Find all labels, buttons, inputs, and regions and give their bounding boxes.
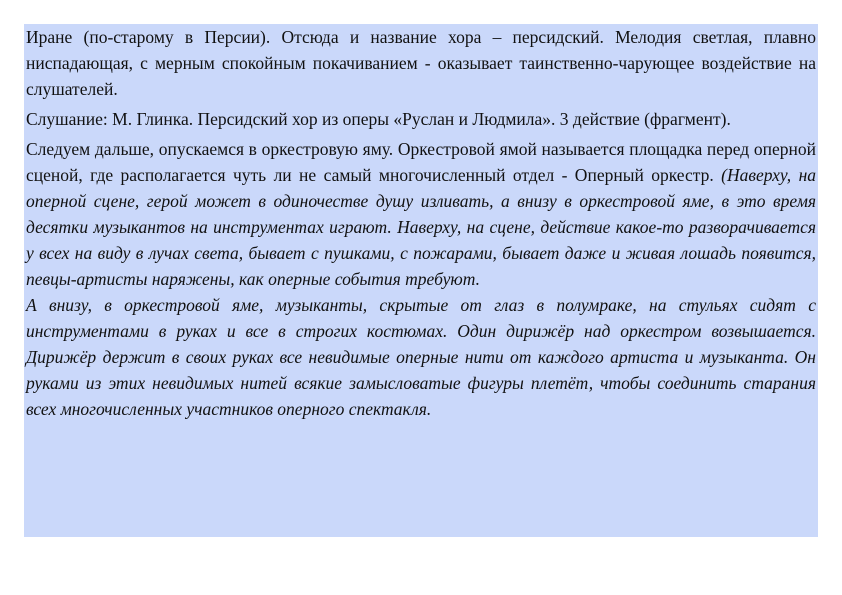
paragraph-persian-chorus-description: Иране (по-старому в Персии). Отсюда и название хора – персидский. Мелодия светлая, плавно ниспадающая, с мерным спокойным покачиванием - оказывает таинственно-чарующее воздействие на слушателей. [26, 27, 816, 99]
orchestra-pit-definition: Следуем дальше, опускаемся в оркестровую яму. Оркестровой ямой называется площадка перед оперной сценой, где располагается чуть ли не самый многочисленный отдел - Оперный оркестр. [26, 139, 816, 185]
stage-and-pit-description: (Наверху, на оперной сцене, герой может в одиночестве душу изливать, а внизу в оркестровой яме, в это время десятки музыкантов на инструментах играют. Наверху, на сцене, действие какое-то разворачивается у всех на виду в лучах света, бывает с пушками, с пожарами, бывает даже и живая лошадь появится, певцы-артисты наряжены, как оперные события требуют. [26, 165, 817, 289]
paragraph-listening-assignment: Слушание: М. Глинка. Персидский хор из оперы «Руслан и Людмила». 3 действие (фрагмент). [26, 109, 731, 129]
text-block [24, 24, 818, 537]
paragraph-conductor: А внизу, в оркестровой яме, музыканты, скрытые от глаз в полумраке, на стульях сидят с инструментами в руках и все в строгих костюмах. Один дирижёр над оркестром возвышается. Дирижёр держит в своих руках все невидимые оперные нити от каждого артиста и музыканта. Он руками из этих невидимых нитей всякие замысловатые фигуры плетёт, чтобы соединить старания всех многочисленных участников оперного спектакля. [26, 295, 816, 419]
paragraph-orchestra-pit [26, 136, 816, 292]
